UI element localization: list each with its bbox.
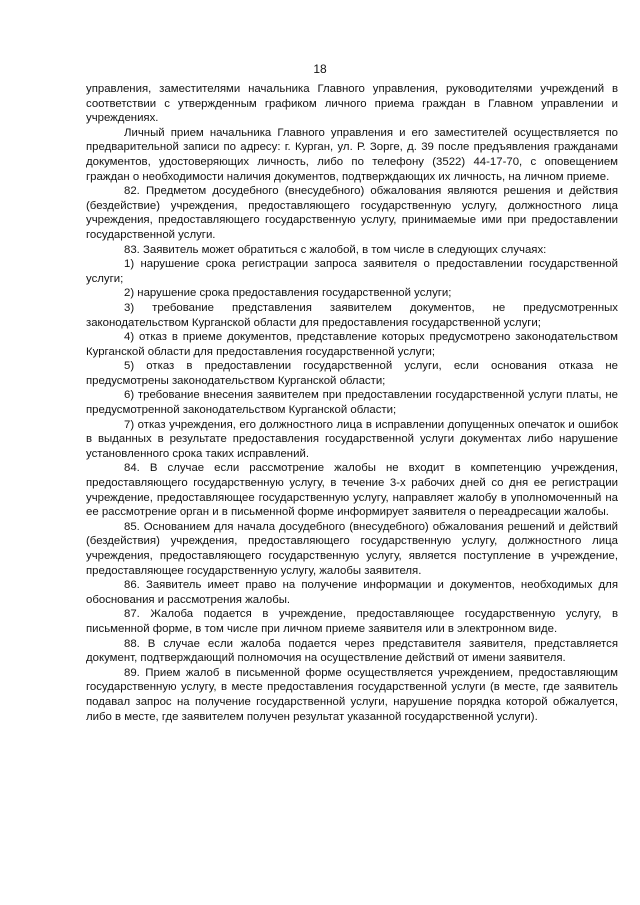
list-item-83-4: 4) отказ в приеме документов, представление которых предусмотрено законодательством Курганской области для предоставления государственной услуги; (86, 331, 618, 358)
list-item-83-3: 3) требование представления заявителем документов, не предусмотренных законодательством Курганской области для предоставления государственной услуги; (86, 301, 618, 329)
paragraph-83: 83. Заявитель может обратиться с жалобой, в том числе в следующих случаях: (124, 243, 547, 256)
document-body (86, 82, 618, 724)
page-number: 18 (313, 62, 327, 76)
paragraph-88: 88. В случае если жалоба подается через представителя заявителя, представляется документ, подтверждающий полномочия на осуществление действий от имени заявителя. (86, 637, 618, 665)
list-item-83-1: 1) нарушение срока регистрации запроса заявителя о предоставлении государственной услуги; (86, 258, 618, 285)
paragraph-personal-reception: Личный прием начальника Главного управления и его заместителей осуществляется по предварительной записи по адресу: г. Курган, ул. Р. Зорге, д. 39 после предъявления гражданами документов, удостоверяющих личность, либо по телефону (3522) 44-17-70, с оповещением граждан о необходимости наличия документов, подтверждающих их личность, на личном приеме. (86, 126, 618, 183)
paragraph-continuation: управления, заместителями начальника Главного управления, руководителями учреждений в соответствии с утвержденным графиком личного приема граждан в Главном управлении и учреждениях. (86, 83, 618, 125)
paragraph-89: 89. Прием жалоб в письменной форме осуществляется учреждением, предоставляющим государственную услугу, в месте предоставления государственной услуги (в месте, где заявитель подавал запрос на получение государственной услуги, нарушение порядка которой обжалуется, либо в месте, где заявителем получен результат указанной государственной услуги). (86, 666, 618, 723)
list-item-83-7: 7) отказ учреждения, его должностного лица в исправлении допущенных опечаток и ошибок в выданных в результате предоставления государственной услуги документах либо нарушение установленного срока таких исправлений. (86, 418, 618, 460)
list-item-83-5: 5) отказ в предоставлении государственной услуги, если основания отказа не предусмотрены законодательством Курганской области; (86, 360, 618, 387)
list-item-83-6: 6) требование внесения заявителем при предоставлении государственной услуги платы, не предусмотренной законодательством Курганской области; (86, 389, 618, 417)
paragraph-84: 84. В случае если рассмотрение жалобы не входит в компетенцию учреждения, предоставляющего государственную услугу, в течение 3-х рабочих дней со дня ее регистрации учреждение, предоставляющее государственную услугу, направляет жалобу в уполномоченный на ее рассмотрение орган и в письменной форме информирует заявителя о переадресации жалобы. (86, 462, 618, 519)
list-item-83-2: 2) нарушение срока предоставления государственной услуги; (124, 287, 452, 300)
paragraph-85: 85. Основанием для начала досудебного (внесудебного) обжалования решений и действий (бездействия) учреждения, предоставляющего государственную услугу, должностного лица учреждения, предоставляющего государственную услугу, является поступление в учреждение, предоставляющее государственную услугу, жалобы заявителя. (86, 520, 618, 577)
paragraph-82: 82. Предметом досудебного (внесудебного) обжалования являются решения и действия (бездействие) учреждения, предоставляющего государственную услугу, должностного лица учреждения, предоставляющего государственную услугу, принимаемые ими при предоставлении государственной услуги. (86, 185, 618, 241)
paragraph-87: 87. Жалоба подается в учреждение, предоставляющее государственную услугу, в письменной форме, в том числе при личном приеме заявителя или в электронном виде. (86, 608, 618, 635)
paragraph-86: 86. Заявитель имеет право на получение информации и документов, необходимых для обоснования и рассмотрения жалобы. (86, 579, 618, 606)
